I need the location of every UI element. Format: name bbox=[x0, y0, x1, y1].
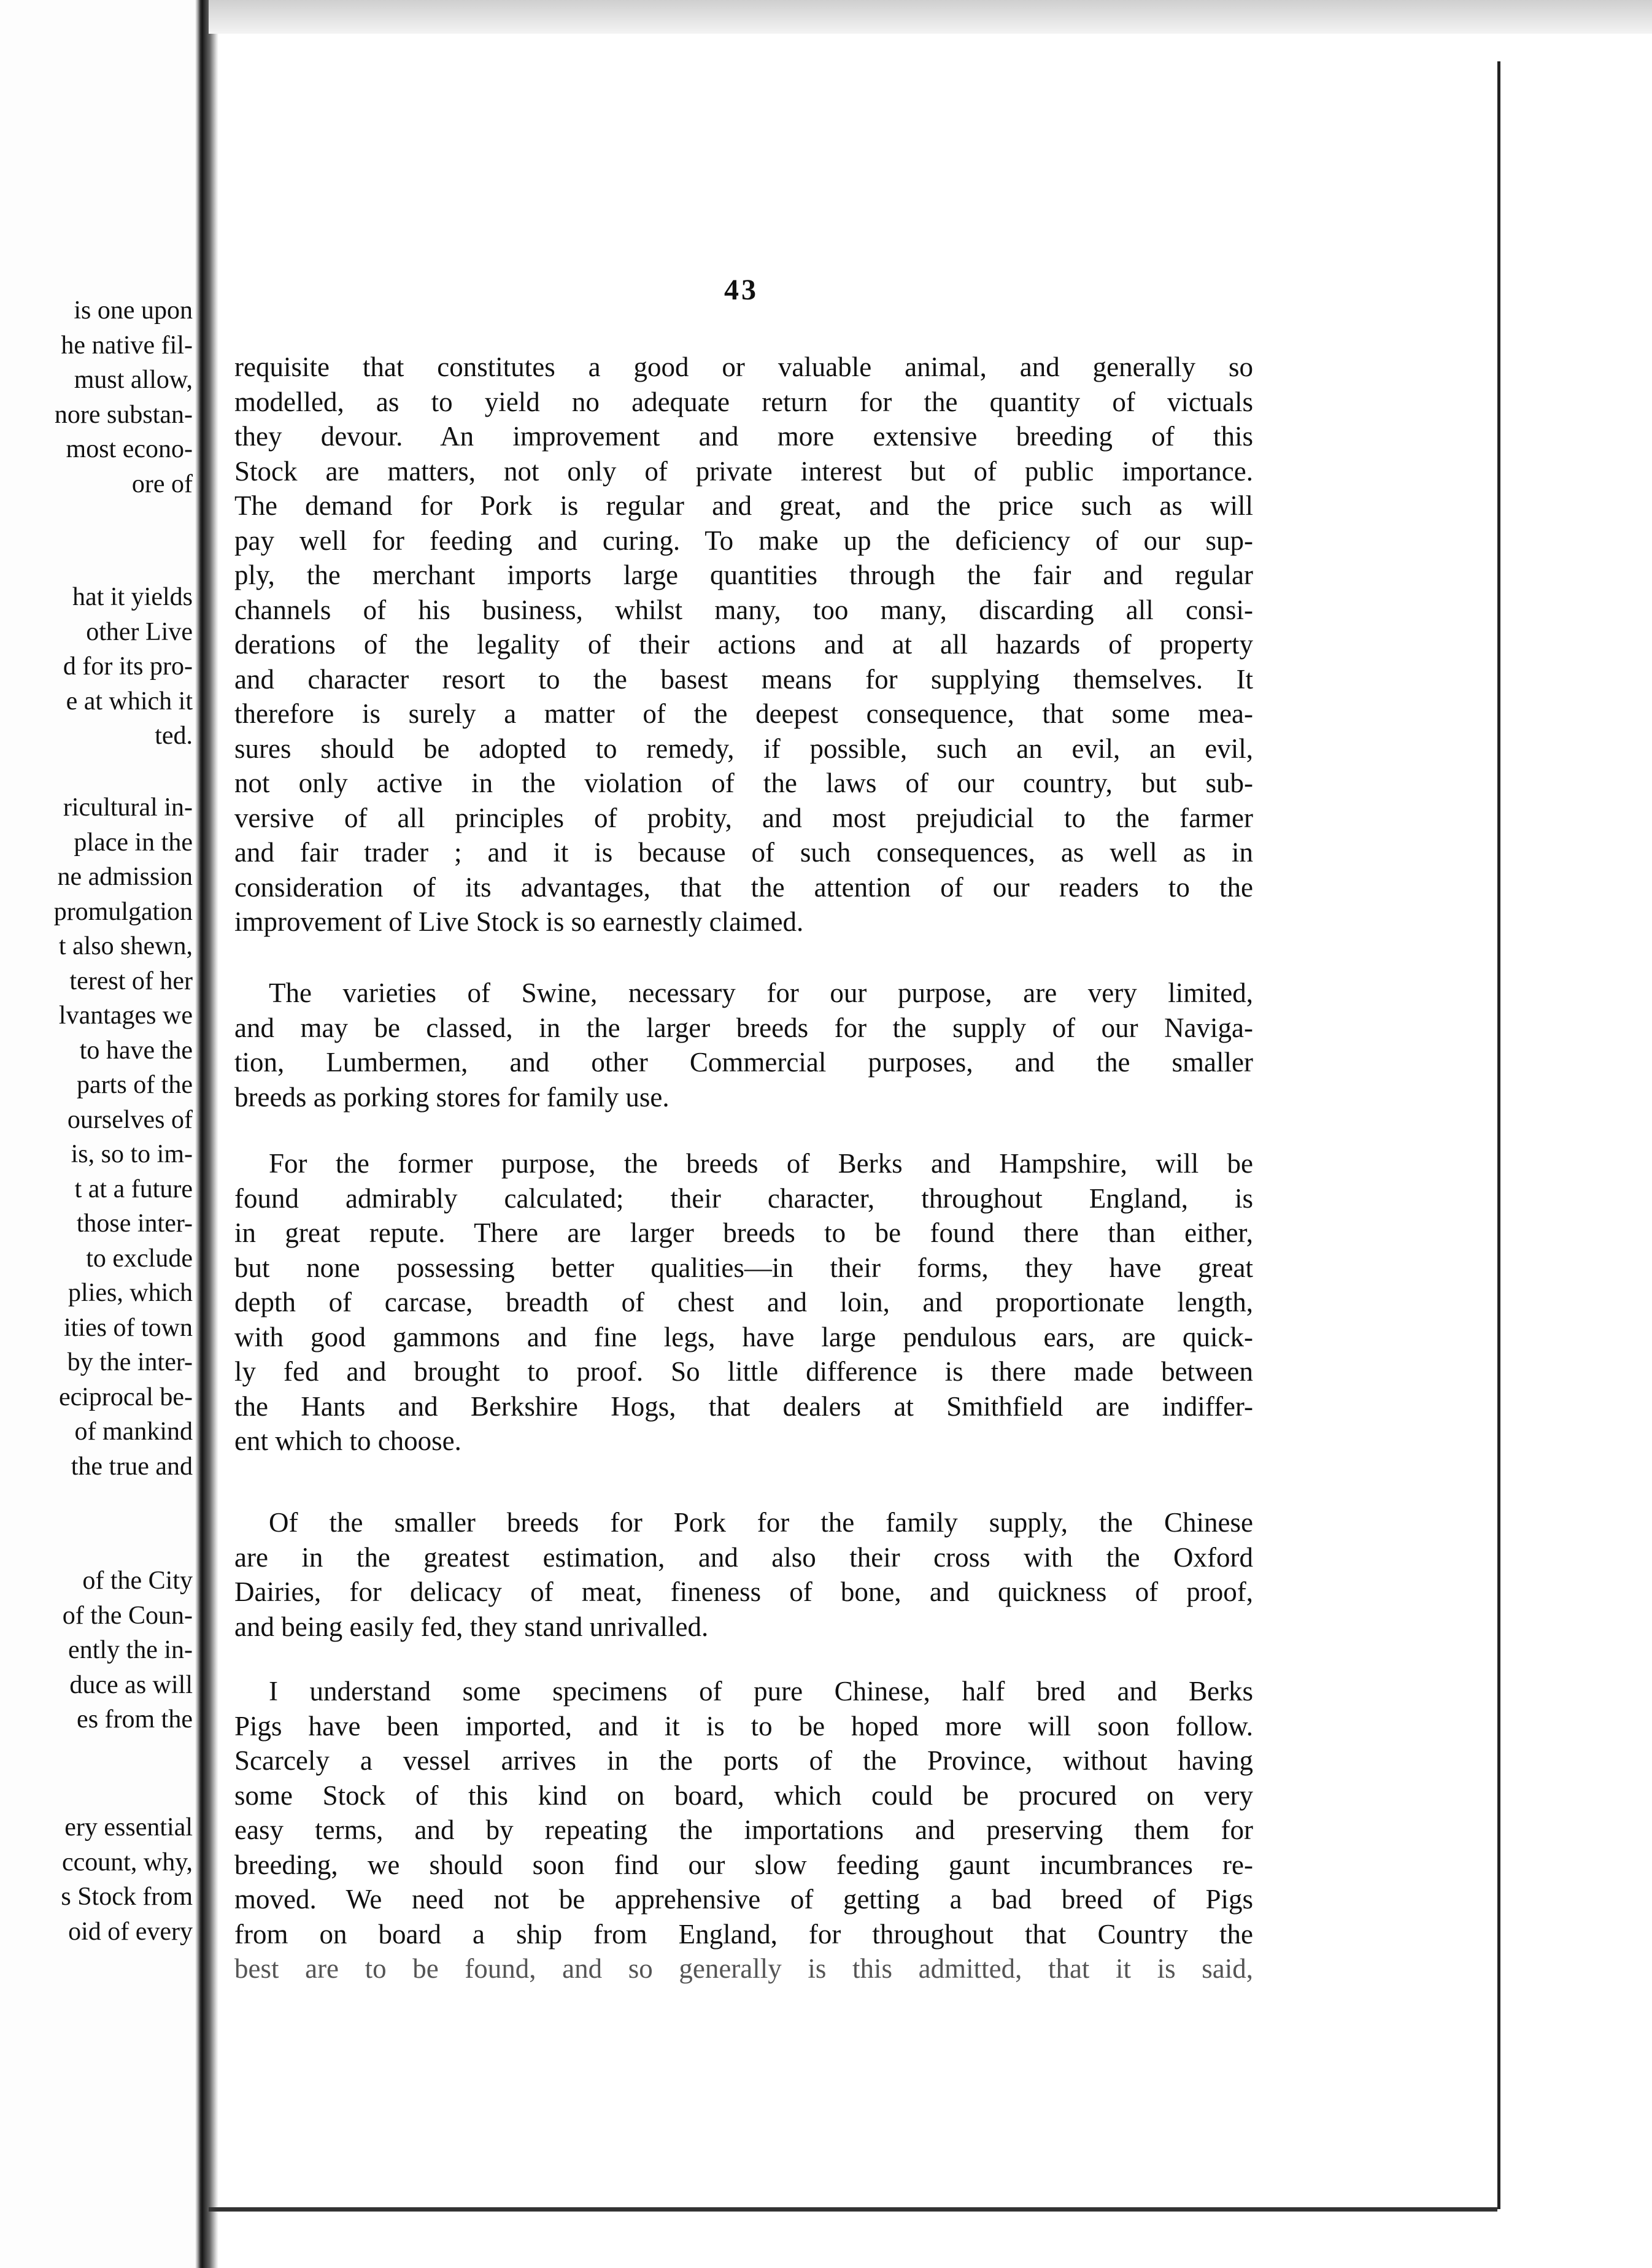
left-line: lvantages we bbox=[58, 1001, 193, 1030]
previous-page-fragment bbox=[0, 0, 203, 2268]
left-paragraph bbox=[55, 293, 193, 501]
text-line: versive of all principles of probity, and most prejudicial to the farmer bbox=[234, 802, 1253, 833]
text-line: easy terms, and by repeating the importations and preserving them for bbox=[234, 1815, 1253, 1845]
text-line: therefore is surely a matter of the deepest consequence, that some mea- bbox=[234, 698, 1253, 729]
text-line: I understand some specimens of pure Chinese, half bred and Berks bbox=[269, 1676, 1253, 1707]
paragraph-3 bbox=[234, 1146, 1253, 1459]
text-line: improvement of Live Stock is so earnestly claimed. bbox=[234, 906, 804, 937]
text-line: not only active in the violation of the laws of our country, but sub- bbox=[234, 768, 1253, 798]
text-line: The varieties of Swine, necessary for our purpose, are very limited, bbox=[269, 978, 1253, 1008]
left-line: to have the bbox=[79, 1036, 193, 1065]
left-line: those inter- bbox=[76, 1209, 193, 1238]
left-line: most econo- bbox=[66, 435, 193, 463]
left-line: s Stock from bbox=[61, 1883, 193, 1911]
text-line: are in the greatest estimation, and also their cross with the Oxford bbox=[234, 1541, 1253, 1573]
page-number: 43 bbox=[724, 274, 758, 306]
text-line: moved. We need not be apprehensive of getting a bad breed of Pigs bbox=[234, 1884, 1253, 1915]
left-line: t at a future bbox=[74, 1174, 193, 1203]
text-line: channels of his business, whilst many, too many, discarding all consi- bbox=[234, 594, 1253, 625]
left-line: the true and bbox=[71, 1452, 193, 1481]
left-paragraph bbox=[63, 580, 193, 754]
left-line: d for its pro- bbox=[63, 652, 193, 681]
left-line: ccount, why, bbox=[61, 1848, 193, 1876]
paragraph-4 bbox=[234, 1505, 1253, 1644]
text-line: For the former purpose, the breeds of Berks and Hampshire, will be bbox=[269, 1148, 1253, 1179]
paragraph-5 bbox=[234, 1674, 1253, 1986]
text-line: Of the smaller breeds for Pork for the family supply, the Chinese bbox=[269, 1507, 1253, 1538]
text-line: depth of carcase, breadth of chest and loin, and proportionate length, bbox=[234, 1287, 1253, 1317]
text-line: the Hants and Berkshire Hogs, that dealers at Smithfield are indiffer- bbox=[234, 1390, 1253, 1422]
left-line: ted. bbox=[155, 722, 193, 750]
left-line: es from the bbox=[77, 1705, 193, 1734]
left-line: ently the in- bbox=[68, 1636, 193, 1664]
left-line: must allow, bbox=[74, 366, 193, 394]
page-spine bbox=[195, 0, 203, 2268]
text-line: from on board a ship from England, for throughout that Country the bbox=[234, 1918, 1253, 1950]
text-line: tion, Lumbermen, and other Commercial purposes, and the smaller bbox=[234, 1047, 1253, 1078]
page-edge-bottom bbox=[209, 2200, 1497, 2212]
left-line: plies, which bbox=[68, 1279, 193, 1307]
text-line: some Stock of this kind on board, which could be procured on very bbox=[234, 1780, 1253, 1811]
text-line: and may be classed, in the larger breeds for the supply of our Naviga- bbox=[234, 1012, 1253, 1043]
text-line: Pigs have been imported, and it is to be hoped more will soon follow. bbox=[234, 1710, 1253, 1742]
text-line: Scarcely a vessel arrives in the ports of the Province, without having bbox=[234, 1745, 1253, 1776]
text-line: Stock are matters, not only of private interest but of public importance. bbox=[234, 455, 1253, 487]
left-line: t also shewn, bbox=[58, 932, 193, 960]
text-line: The demand for Pork is regular and great, and the price such as will bbox=[234, 490, 1253, 521]
left-line: of the City bbox=[82, 1567, 193, 1595]
left-line: to exclude bbox=[86, 1244, 193, 1273]
left-paragraph bbox=[63, 1564, 193, 1737]
text-line: ly fed and brought to proof. So little difference is there made between bbox=[234, 1356, 1253, 1387]
paragraph-2 bbox=[234, 976, 1253, 1114]
left-line: ricultural in- bbox=[63, 793, 193, 822]
text-line: pay well for feeding and curing. To make up the deficiency of our sup- bbox=[234, 525, 1253, 556]
left-line: parts of the bbox=[77, 1071, 193, 1099]
left-line: nore substan- bbox=[54, 400, 193, 429]
left-line: he native fil- bbox=[61, 331, 193, 360]
left-line: is, so to im- bbox=[71, 1140, 193, 1168]
scan-top-border bbox=[209, 0, 1652, 34]
text-line: in great repute. There are larger breeds to be found there than either, bbox=[234, 1217, 1253, 1248]
left-line: terest of her bbox=[69, 966, 193, 995]
left-line: ery essential bbox=[64, 1813, 193, 1842]
left-line: ne admission bbox=[57, 863, 193, 891]
text-line: Dairies, for delicacy of meat, fineness of bone, and quickness of proof, bbox=[234, 1576, 1253, 1607]
gutter-shadow bbox=[203, 0, 218, 2268]
left-paragraph bbox=[61, 1810, 193, 1949]
text-line: requisite that constitutes a good or valuable animal, and generally so bbox=[234, 352, 1253, 382]
left-line: duce as will bbox=[69, 1670, 193, 1699]
left-paragraph bbox=[54, 790, 193, 1484]
text-line: breeding, we should soon find our slow feeding gaunt incumbrances re- bbox=[234, 1849, 1253, 1880]
paragraph-1 bbox=[234, 350, 1253, 939]
left-line: other Live bbox=[86, 617, 193, 646]
left-line: of mankind bbox=[74, 1418, 193, 1446]
left-line: place in the bbox=[74, 828, 193, 857]
left-line: e at which it bbox=[66, 687, 193, 716]
left-line: of the Coun- bbox=[62, 1601, 193, 1630]
text-line: and character resort to the basest means for supplying themselves. It bbox=[234, 663, 1253, 695]
text-line: modelled, as to yield no adequate return for the quantity of victuals bbox=[234, 386, 1253, 417]
text-line: derations of the legality of their actions and at all hazards of property bbox=[234, 629, 1253, 660]
left-line: ities of town bbox=[64, 1313, 193, 1342]
text-line: found admirably calculated; their character, throughout England, is bbox=[234, 1182, 1253, 1214]
left-line: oid of every bbox=[68, 1917, 193, 1946]
left-line: ore of bbox=[131, 469, 193, 498]
text-line: ent which to choose. bbox=[234, 1425, 461, 1456]
text-line: consideration of its advantages, that the attention of our readers to the bbox=[234, 871, 1253, 903]
text-line: and being easily fed, they stand unrivalled. bbox=[234, 1611, 709, 1642]
text-line: with good gammons and fine legs, have large pendulous ears, are quick- bbox=[234, 1321, 1253, 1352]
left-line: promulgation bbox=[53, 897, 193, 926]
text-line: and fair trader ; and it is because of such consequences, as well as in bbox=[234, 837, 1253, 868]
left-line: by the inter- bbox=[67, 1348, 193, 1376]
left-line: is one upon bbox=[74, 296, 193, 325]
text-line: sures should be adopted to remedy, if possible, such an evil, an evil, bbox=[234, 733, 1253, 764]
left-line: eciprocal be- bbox=[58, 1383, 193, 1411]
text-line: they devour. An improvement and more extensive breeding of this bbox=[234, 421, 1253, 452]
text-line: breeds as porking stores for family use. bbox=[234, 1081, 670, 1113]
text-line: best are to be found, and so generally is this admitted, that it is said, bbox=[234, 1953, 1253, 1984]
text-line: but none possessing better qualities—in their forms, they have great bbox=[234, 1252, 1253, 1283]
page-edge-right bbox=[1485, 61, 1500, 2209]
text-line: ply, the merchant imports large quantities through the fair and regular bbox=[234, 560, 1253, 590]
left-line: ourselves of bbox=[67, 1105, 193, 1134]
left-line: hat it yields bbox=[72, 583, 193, 611]
